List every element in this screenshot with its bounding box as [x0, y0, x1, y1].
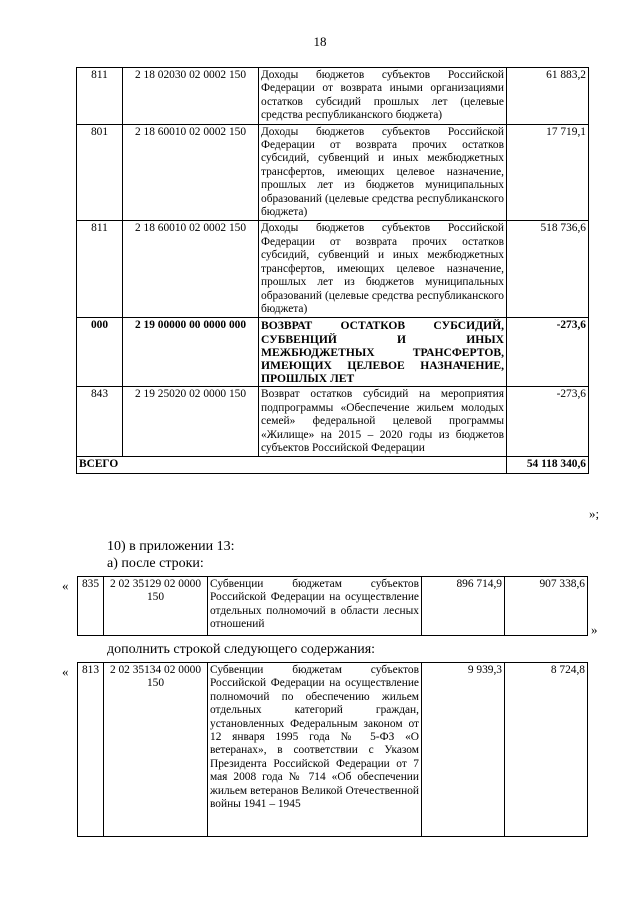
revenue-code-cell: 2 19 25020 02 0000 150 — [123, 387, 259, 457]
amount-cell: 17 719,1 — [507, 124, 589, 221]
existing-row-table — [77, 576, 588, 636]
new-row-table — [77, 662, 588, 837]
amount-cell: -273,6 — [507, 318, 589, 387]
revenue-table — [76, 67, 589, 474]
revenue-name-cell: Субвенции бюджетам субъектов Российской Федерации на осуществление отдельных полномочий в области лесных отношений — [208, 577, 422, 636]
table-row — [77, 387, 589, 457]
admin-code-cell: 801 — [77, 124, 123, 221]
revenue-name-cell: Возврат остатков субсидий на мероприятия подпрограммы «Обеспечение жильем молодых семей» федеральной целевой программы «Жилище» на 2015 – 2020 годы из бюджетов субъектов Российской Федерации — [259, 387, 507, 457]
table-row — [78, 663, 588, 837]
item-10-heading: 10) в приложении 13: — [107, 539, 235, 554]
admin-code-cell: 843 — [77, 387, 123, 457]
revenue-name-cell: Доходы бюджетов субъектов Российской Федерации от возврата иными организациями остатков субсидий прошлых лет (целевые средства республиканского бюджета) — [259, 68, 507, 125]
opening-quote: « — [62, 578, 69, 593]
closing-quote: » — [591, 622, 598, 637]
table-row — [77, 124, 589, 221]
admin-code-cell: 813 — [78, 663, 104, 837]
revenue-name-cell: Субвенции бюджетам субъектов Российской Федерации на осуществление полномочий по обеспечению жильем отдельных категорий граждан, установленных Федеральным законом от 12 января 1995 года № 5-ФЗ «О ветеранах», в соответствии с Указом Президента Российской Федерации от 7 мая 2008 года № 714 «Об обеспечении жильем ветеранов Великой Отечественной войны 1941 – 1945 — [208, 663, 422, 837]
page-number: 18 — [313, 34, 327, 49]
table-row — [77, 68, 589, 125]
revenue-name-cell: ВОЗВРАТ ОСТАТКОВ СУБСИДИЙ, СУБВЕНЦИЙ И ИНЫХ МЕЖБЮДЖЕТНЫХ ТРАНСФЕРТОВ, ИМЕЮЩИХ ЦЕЛЕВОЕ НАЗНАЧЕНИЕ, ПРОШЛЫХ ЛЕТ — [259, 318, 507, 387]
revenue-code-cell: 2 18 60010 02 0002 150 — [123, 124, 259, 221]
amount-2020-cell: 9 939,3 — [422, 663, 505, 837]
revenue-code-cell: 2 02 35134 02 0000 150 — [104, 663, 208, 837]
admin-code-cell: 000 — [77, 318, 123, 387]
amount-cell: 61 883,2 — [507, 68, 589, 125]
item-a-heading: а) после строки: — [107, 556, 204, 571]
total-label: ВСЕГО — [77, 457, 507, 473]
amount-cell: -273,6 — [507, 387, 589, 457]
amount-2021-cell: 907 338,6 — [505, 577, 588, 636]
amount-2021-cell: 8 724,8 — [505, 663, 588, 837]
total-amount: 54 118 340,6 — [507, 457, 589, 473]
revenue-code-cell: 2 18 60010 02 0002 150 — [123, 221, 259, 318]
revenue-code-cell: 2 19 00000 00 0000 000 — [123, 318, 259, 387]
table-row — [78, 577, 588, 636]
revenue-name-cell: Доходы бюджетов субъектов Российской Федерации от возврата прочих остатков субсидий, субвенций и иных межбюджетных трансфертов, имеющих целевое назначение, прошлых лет из бюджетов муниципальных образований (целевые средства республиканского бюджета) — [259, 124, 507, 221]
amount-cell: 518 736,6 — [507, 221, 589, 318]
table-row — [77, 221, 589, 318]
revenue-code-cell: 2 18 02030 02 0002 150 — [123, 68, 259, 125]
closing-quote: »; — [589, 506, 600, 521]
amount-2020-cell: 896 714,9 — [422, 577, 505, 636]
table-row-section — [77, 318, 589, 387]
total-row — [77, 457, 589, 473]
admin-code-cell: 811 — [77, 221, 123, 318]
revenue-name-cell: Доходы бюджетов субъектов Российской Федерации от возврата прочих остатков субсидий, субвенций и иных межбюджетных трансфертов, имеющих целевое назначение, прошлых лет из бюджетов муниципальных образований (целевые средства республиканского бюджета) — [259, 221, 507, 318]
revenue-code-cell: 2 02 35129 02 0000 150 — [104, 577, 208, 636]
opening-quote: « — [62, 664, 69, 679]
add-line-text: дополнить строкой следующего содержания: — [107, 642, 376, 657]
admin-code-cell: 811 — [77, 68, 123, 125]
admin-code-cell: 835 — [78, 577, 104, 636]
